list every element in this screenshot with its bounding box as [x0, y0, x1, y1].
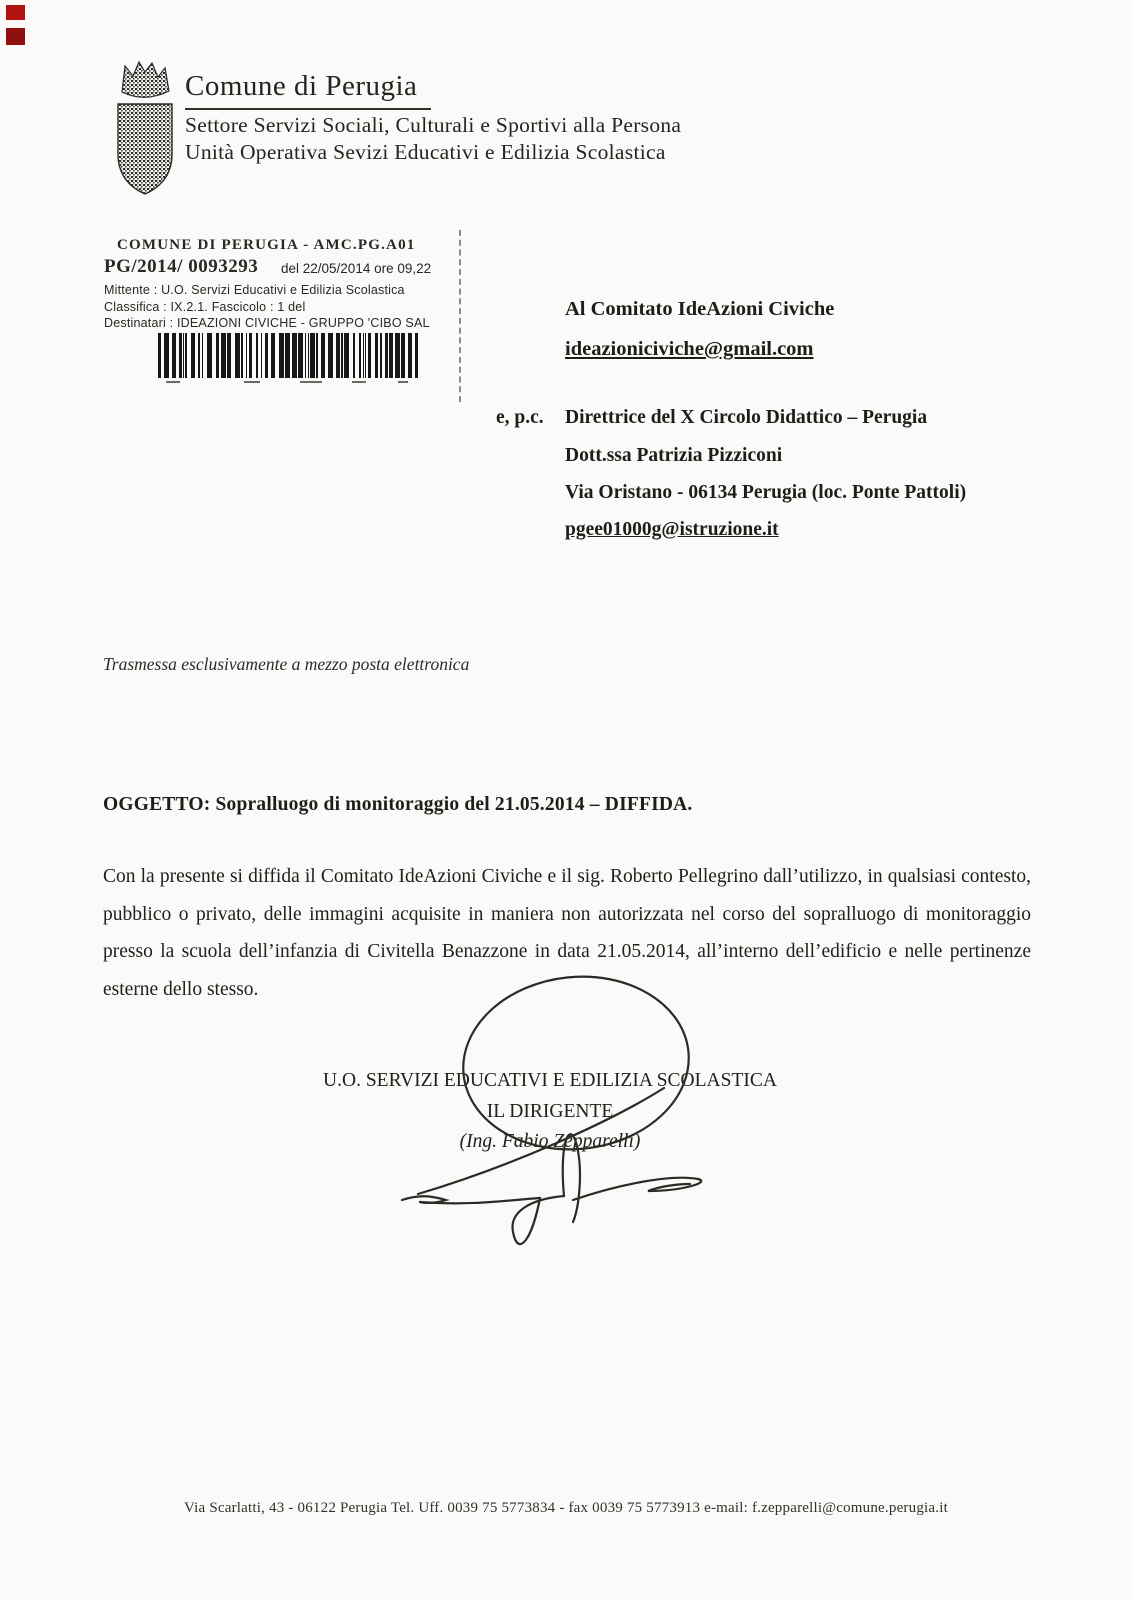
transmission-note: Trasmessa esclusivamente a mezzo posta elettronica — [103, 654, 470, 674]
scan-artifact-mark — [6, 5, 25, 20]
barcode-footnote-mark — [300, 381, 322, 383]
protocol-datetime: del 22/05/2014 ore 09,22 — [281, 261, 432, 276]
stamp-edge-dashed-line — [459, 230, 461, 402]
letterhead-org-name: Comune di Perugia — [185, 70, 431, 110]
cc-recipient-title: Direttrice del X Circolo Didattico – Perugia — [565, 407, 928, 428]
perugia-coat-of-arms-icon — [111, 56, 179, 198]
recipient-name: Al Comitato IdeAzioni Civiche — [565, 298, 835, 320]
subject-line: OGGETTO: Sopralluogo di monitoraggio del 21.05.2014 – DIFFIDA. — [103, 794, 693, 815]
protocol-number: PG/2014/ 0093293 — [104, 256, 259, 277]
barcode — [158, 333, 423, 378]
signature-name: (Ing. Fabio Zepparelli) — [459, 1131, 641, 1152]
barcode-footnote-mark — [166, 381, 180, 383]
signature-role: IL DIRIGENTE — [486, 1100, 614, 1122]
protocol-recipients-line: Destinatari : IDEAZIONI CIVICHE - GRUPPO 'CIBO SAL — [104, 316, 430, 330]
cc-recipient-email: pgee01000g@istruzione.it — [565, 519, 779, 540]
letterhead-dept-line2: Unità Operativa Sevizi Educativi e Edilizia Scolastica — [185, 140, 666, 164]
signature-office: U.O. SERVIZI EDUCATIVI E EDILIZIA SCOLASTICA — [323, 1070, 777, 1091]
protocol-sender-line: Mittente : U.O. Servizi Educativi e Edilizia Scolastica — [104, 283, 405, 297]
barcode-footnote-mark — [244, 381, 260, 383]
protocol-stamp-header: COMUNE DI PERUGIA - AMC.PG.A01 — [117, 237, 416, 253]
body-paragraph: Con la presente si diffida il Comitato IdeAzioni Civiche e il sig. Roberto Pellegrino dall’utilizzo, in qualsiasi contesto, pubblico o privato, delle immagini acquisite in maniera non autorizzata nel corso del sopralluogo di monitoraggio presso la scuola dell’infanzia di Civitella Benazzone in data 21.05.2014, all’interno dell’edificio e nelle pertinenze esterne dello stesso. — [103, 866, 1031, 1000]
footer-contact-line: Via Scarlatti, 43 - 06122 Perugia Tel. Uff. 0039 75 5773834 - fax 0039 75 5773913 e-mail: f.zepparelli@comune.perugia.it — [184, 1500, 948, 1516]
cc-recipient-person: Dott.ssa Patrizia Pizziconi — [565, 445, 783, 466]
protocol-classification-line: Classifica : IX.2.1. Fascicolo : 1 del — [104, 300, 306, 314]
scan-artifact-mark — [6, 28, 25, 45]
cc-label: e, p.c. — [496, 407, 544, 428]
barcode-footnote-mark — [352, 381, 366, 383]
cc-recipient-address: Via Oristano - 06134 Perugia (loc. Ponte Pattoli) — [565, 482, 967, 503]
letterhead-dept-line1: Settore Servizi Sociali, Culturali e Sportivi alla Persona — [185, 113, 682, 137]
recipient-email: ideazioniciviche@gmail.com — [565, 338, 814, 360]
barcode-footnote-mark — [398, 381, 408, 383]
handwritten-signature — [380, 970, 720, 1250]
